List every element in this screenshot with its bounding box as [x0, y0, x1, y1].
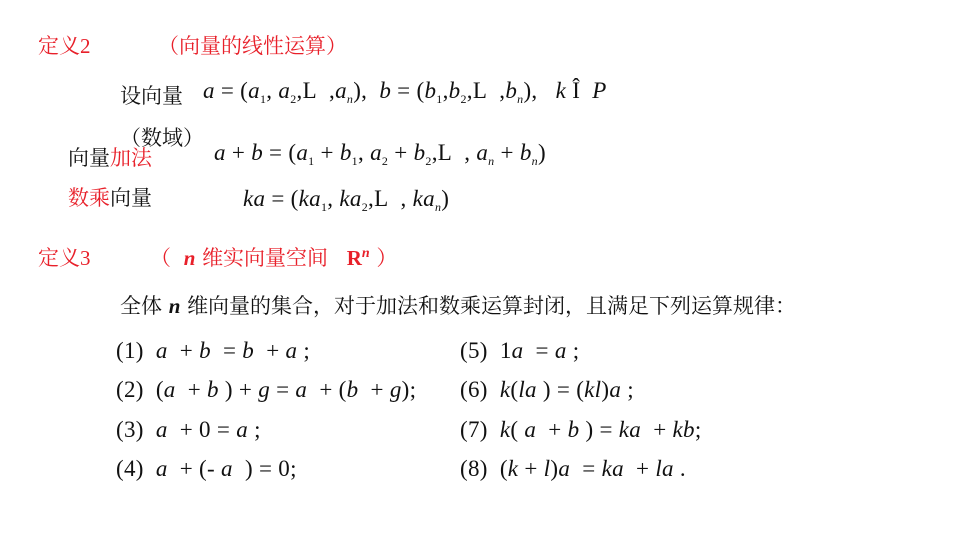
- definition-3-name: 维实向量空间: [202, 246, 329, 270]
- definition-number: 2: [80, 34, 91, 58]
- statement-n: n: [168, 294, 181, 318]
- definition-3-label: [38, 242, 91, 272]
- definition-3-title: [150, 242, 397, 272]
- vector-addition-label: [68, 142, 152, 172]
- n-symbol: n: [183, 246, 196, 270]
- rule-2: (2) (a + b ) + g = a + (b + g);: [116, 377, 417, 402]
- rule-8-number: (8): [460, 456, 488, 481]
- vector-space-statement: [120, 290, 796, 320]
- r-letter: R: [346, 246, 362, 270]
- rule-5-number: (5): [460, 338, 488, 363]
- vector-word: 向量: [68, 146, 110, 170]
- rule-7: (7) k( a + b ) = ka + kb;: [460, 417, 702, 442]
- rule-4-number: (4): [116, 456, 144, 481]
- rule-2-number: (2): [116, 377, 144, 402]
- scalar-multiplication-formula: ka = ($ka_1$, $ka_2,L$ , $ka_n$): [243, 186, 450, 214]
- r-superscript: n: [361, 246, 370, 261]
- addition-word: 加法: [110, 146, 152, 170]
- definition-number-3: 3: [80, 246, 91, 270]
- scalar-multiplication-label: [68, 182, 152, 212]
- vector-word-2: 向量: [110, 186, 152, 210]
- rule-1-number: (1): [116, 338, 144, 363]
- definition-2-label: [38, 30, 91, 60]
- r-symbol: [347, 246, 370, 270]
- domain-note: （数域）: [120, 126, 204, 150]
- vectors-lead: 设向量: [120, 84, 183, 108]
- definition-word-3: 定义: [38, 246, 80, 270]
- rule-3: (3) a + 0 = a ;: [116, 417, 261, 442]
- definition-word: 定义: [38, 34, 80, 58]
- rule-3-number: (3): [116, 417, 144, 442]
- open-paren: （: [150, 246, 171, 270]
- rule-5: (5) 1a = a ;: [460, 338, 580, 363]
- rule-7-number: (7): [460, 417, 488, 442]
- close-paren: ）: [376, 246, 398, 270]
- rule-6: (6) k(la ) = (kl)a ;: [460, 377, 634, 402]
- rule-1: (1) a + b = b + a ;: [116, 338, 311, 363]
- statement-text: 维向量的集合，对于加法和数乘运算封闭，且满足下列运算规律：: [187, 294, 797, 318]
- rule-8: (8) (k + l)a = ka + la .: [460, 456, 686, 481]
- scalar-word: 数乘: [68, 186, 110, 210]
- definition-2-title: （向量的线性运算）: [158, 34, 347, 58]
- vector-addition-formula: $a + b = (a_1 + b_1$, $a_2 + b_2,L$ , $a_n + b_n$): [214, 140, 546, 168]
- rule-6-number: (6): [460, 377, 488, 402]
- vectors-definition-formula: $a = (a_1$, $a_2,L$ $,a_n$), $b = (b_1,b_2,L$ $,b_n$), k Î P: [203, 78, 607, 106]
- statement-prefix: 全体: [120, 294, 162, 318]
- rule-4: (4) a + (- a ) = 0;: [116, 456, 297, 481]
